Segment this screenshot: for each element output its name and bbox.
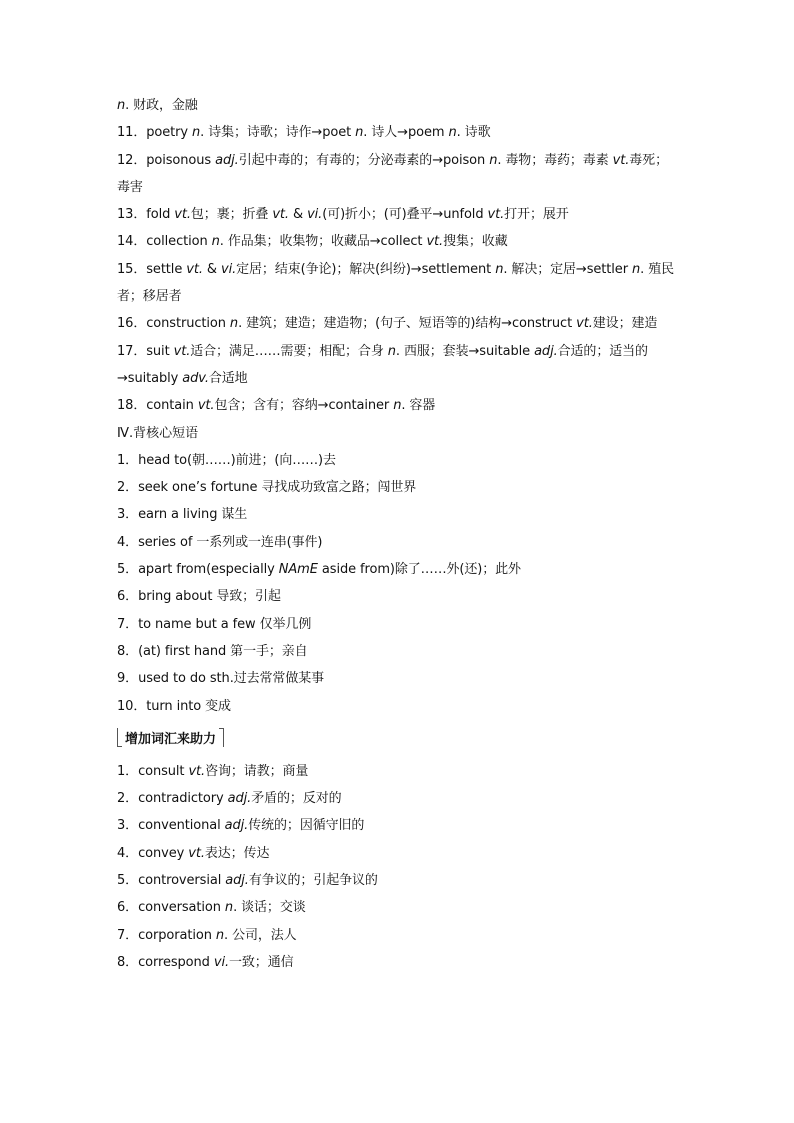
part-of-speech: n [355,125,364,141]
entries-top-line [117,119,687,146]
text-fragment: 2．contradictory [117,791,228,807]
text-fragment: 者；移居者 [117,289,182,305]
phrases-line [117,693,687,720]
text-fragment: 包；裹；折叠 [190,207,273,223]
text-fragment: 建设；建造 [592,316,658,332]
text-fragment: 毒死； [629,152,668,168]
text-fragment: 引起中毒的；有毒的；分泌毒素的→poison [238,152,490,168]
extra-words-line [117,785,687,812]
part-of-speech: adj. [224,818,249,834]
entries-top-line [117,256,687,283]
extra-words-line [117,758,687,785]
text-fragment: . 西服；套装→suitable [395,343,535,359]
part-of-speech: vt. [197,398,215,414]
extra-words-line [117,949,687,976]
entries-top-line [117,338,687,365]
text-fragment: 5．apart from(especially [117,562,279,578]
text-fragment: 3．conventional [117,818,225,834]
text-fragment: 合适地 [208,370,248,386]
text-fragment: . 毒物；毒药；毒素 [497,152,613,168]
part-of-speech: n [117,98,126,113]
entries-top-line [117,147,687,174]
text-fragment: →suitably [117,370,183,386]
text-fragment: 毒害 [117,179,143,195]
text-fragment: 咨询；请教；商量 [205,763,309,779]
text-fragment: 一致；通信 [229,954,294,970]
part-of-speech: adj. [215,152,239,168]
part-of-speech: adv. [182,370,209,386]
part-of-speech: n [631,261,641,277]
part-of-speech: vt. [576,316,593,332]
text-fragment: . 财政，金融 [125,98,198,113]
entries-top-line [117,283,687,310]
text-fragment: 1．head to(朝……)前进；(向……)去 [117,452,336,468]
entries-top-line [117,92,687,119]
text-fragment: 7．corporation [117,927,216,943]
text-fragment: . 诗集；诗歌；诗作→poet [200,125,356,141]
text-fragment: & [202,261,221,277]
text-fragment: . 解决；定居→settler [503,261,632,277]
text-fragment: . 殖民 [640,261,674,277]
section-iv-title: Ⅳ.背核心短语 [117,425,199,441]
text-fragment: 5．controversial [117,873,226,889]
entries-top-line [117,228,687,255]
entries-top-line [117,365,687,392]
text-fragment: . 诗人→poem [363,125,449,141]
text-fragment: . 作品集；收集物；收藏品→collect [219,234,427,250]
part-of-speech: vt. [186,261,203,277]
phrases-line [117,529,687,556]
extra-vocab-list [117,758,687,976]
phrases-line [117,611,687,638]
phrases-line [117,556,687,583]
text-fragment: 矛盾的；反对的 [251,791,342,807]
text-fragment: 6．bring about 导致；引起 [117,589,281,605]
entries-top-line [117,310,687,337]
text-fragment: 10．turn into 变成 [117,698,231,714]
phrases-line [117,474,687,501]
text-fragment: 16．construction [117,316,230,332]
part-of-speech: n [393,398,402,414]
text-fragment: 合适的；适当的 [557,343,648,359]
text-fragment: 1．consult [117,763,189,779]
text-fragment: 表达；传达 [204,845,270,861]
part-of-speech: vt. [173,343,191,359]
text-fragment: 15．settle [117,261,187,277]
text-fragment: 13．fold [117,207,175,223]
text-fragment: 11．poetry [117,125,193,141]
text-fragment: 4．series of 一系列或一连串(事件) [117,534,323,550]
text-fragment: . 容器 [401,398,436,414]
phrases-line [117,583,687,610]
part-of-speech: vi. [220,261,237,277]
vocab-list-top [117,92,687,420]
entries-top-line [117,201,687,228]
text-fragment: . 谈话；交谈 [233,900,306,916]
part-of-speech: vi. [307,207,323,223]
extra-words-line [117,840,687,867]
phrases-line [117,447,687,474]
text-fragment: 6．conversation [117,900,225,916]
part-of-speech: NAmE [278,562,318,578]
text-fragment: 2．seek one’s fortune 寻找成功致富之路；闯世界 [117,480,417,496]
phrase-list [117,447,687,720]
text-fragment: 定居；结束(争论)；解决(纠纷)→settlement [236,261,496,277]
text-fragment: 有争议的；引起争议的 [248,873,378,889]
part-of-speech: vt. [188,763,206,779]
part-of-speech: adj. [227,791,252,807]
text-fragment: 7．to name but a few 仅举几例 [117,616,312,632]
text-fragment: 14．collection [117,234,212,250]
part-of-speech: n [448,125,457,141]
part-of-speech: vt. [174,207,191,223]
text-fragment: . 建筑；建造；建造物；(句子、短语等的)结构→construct [238,316,577,332]
extra-words-line [117,922,687,949]
text-fragment: 8．correspond [117,954,214,970]
part-of-speech: n [495,261,504,277]
text-fragment: 搜集；收藏 [443,234,508,250]
document-page [117,92,687,976]
part-of-speech: n [211,234,220,250]
part-of-speech: vi. [213,954,229,970]
entries-top-line [117,174,687,201]
text-fragment: 适合；满足……需要；相配；合身 [190,343,388,359]
part-of-speech: vt. [612,152,630,168]
text-fragment: & [288,207,308,223]
text-fragment: . 公司，法人 [224,927,297,943]
part-of-speech: n [489,152,498,168]
text-fragment: (可)折小；(可)叠平→unfold [322,207,488,223]
phrases-line [117,638,687,665]
extra-words-line [117,867,687,894]
part-of-speech: n [229,316,239,332]
part-of-speech: n [224,900,234,916]
part-of-speech: adj. [225,873,249,889]
part-of-speech: vt. [487,207,505,223]
phrases-line [117,501,687,528]
text-fragment: 17．suit [117,343,174,359]
text-fragment: 打开；展开 [504,207,569,223]
text-fragment: 9．used to do sth.过去常常做某事 [117,671,325,687]
text-fragment: 传统的；因循守旧的 [248,818,365,834]
part-of-speech: n [387,343,396,359]
entries-top-line [117,392,687,419]
text-fragment: 3．earn a living 谋生 [117,507,248,523]
text-fragment: 12．poisonous [117,152,216,168]
part-of-speech: n [192,125,201,141]
phrases-line [117,665,687,692]
text-fragment: 4．convey [117,845,189,861]
part-of-speech: vt. [426,234,444,250]
part-of-speech: adj. [534,343,558,359]
part-of-speech: vt. [272,207,289,223]
part-of-speech: n [215,927,225,943]
text-fragment: 包含；含有；容纳→container [214,398,394,414]
text-fragment: 18．contain [117,398,198,414]
extra-words-line [117,812,687,839]
extra-words-line [117,894,687,921]
text-fragment: 8．(at) first hand 第一手；亲自 [117,643,308,659]
part-of-speech: vt. [188,845,205,861]
text-fragment: aside from)除了……外(还)；此外 [317,562,521,578]
boxed-section-title: 增加词汇来助力 [117,726,224,750]
text-fragment: . 诗歌 [456,125,491,141]
